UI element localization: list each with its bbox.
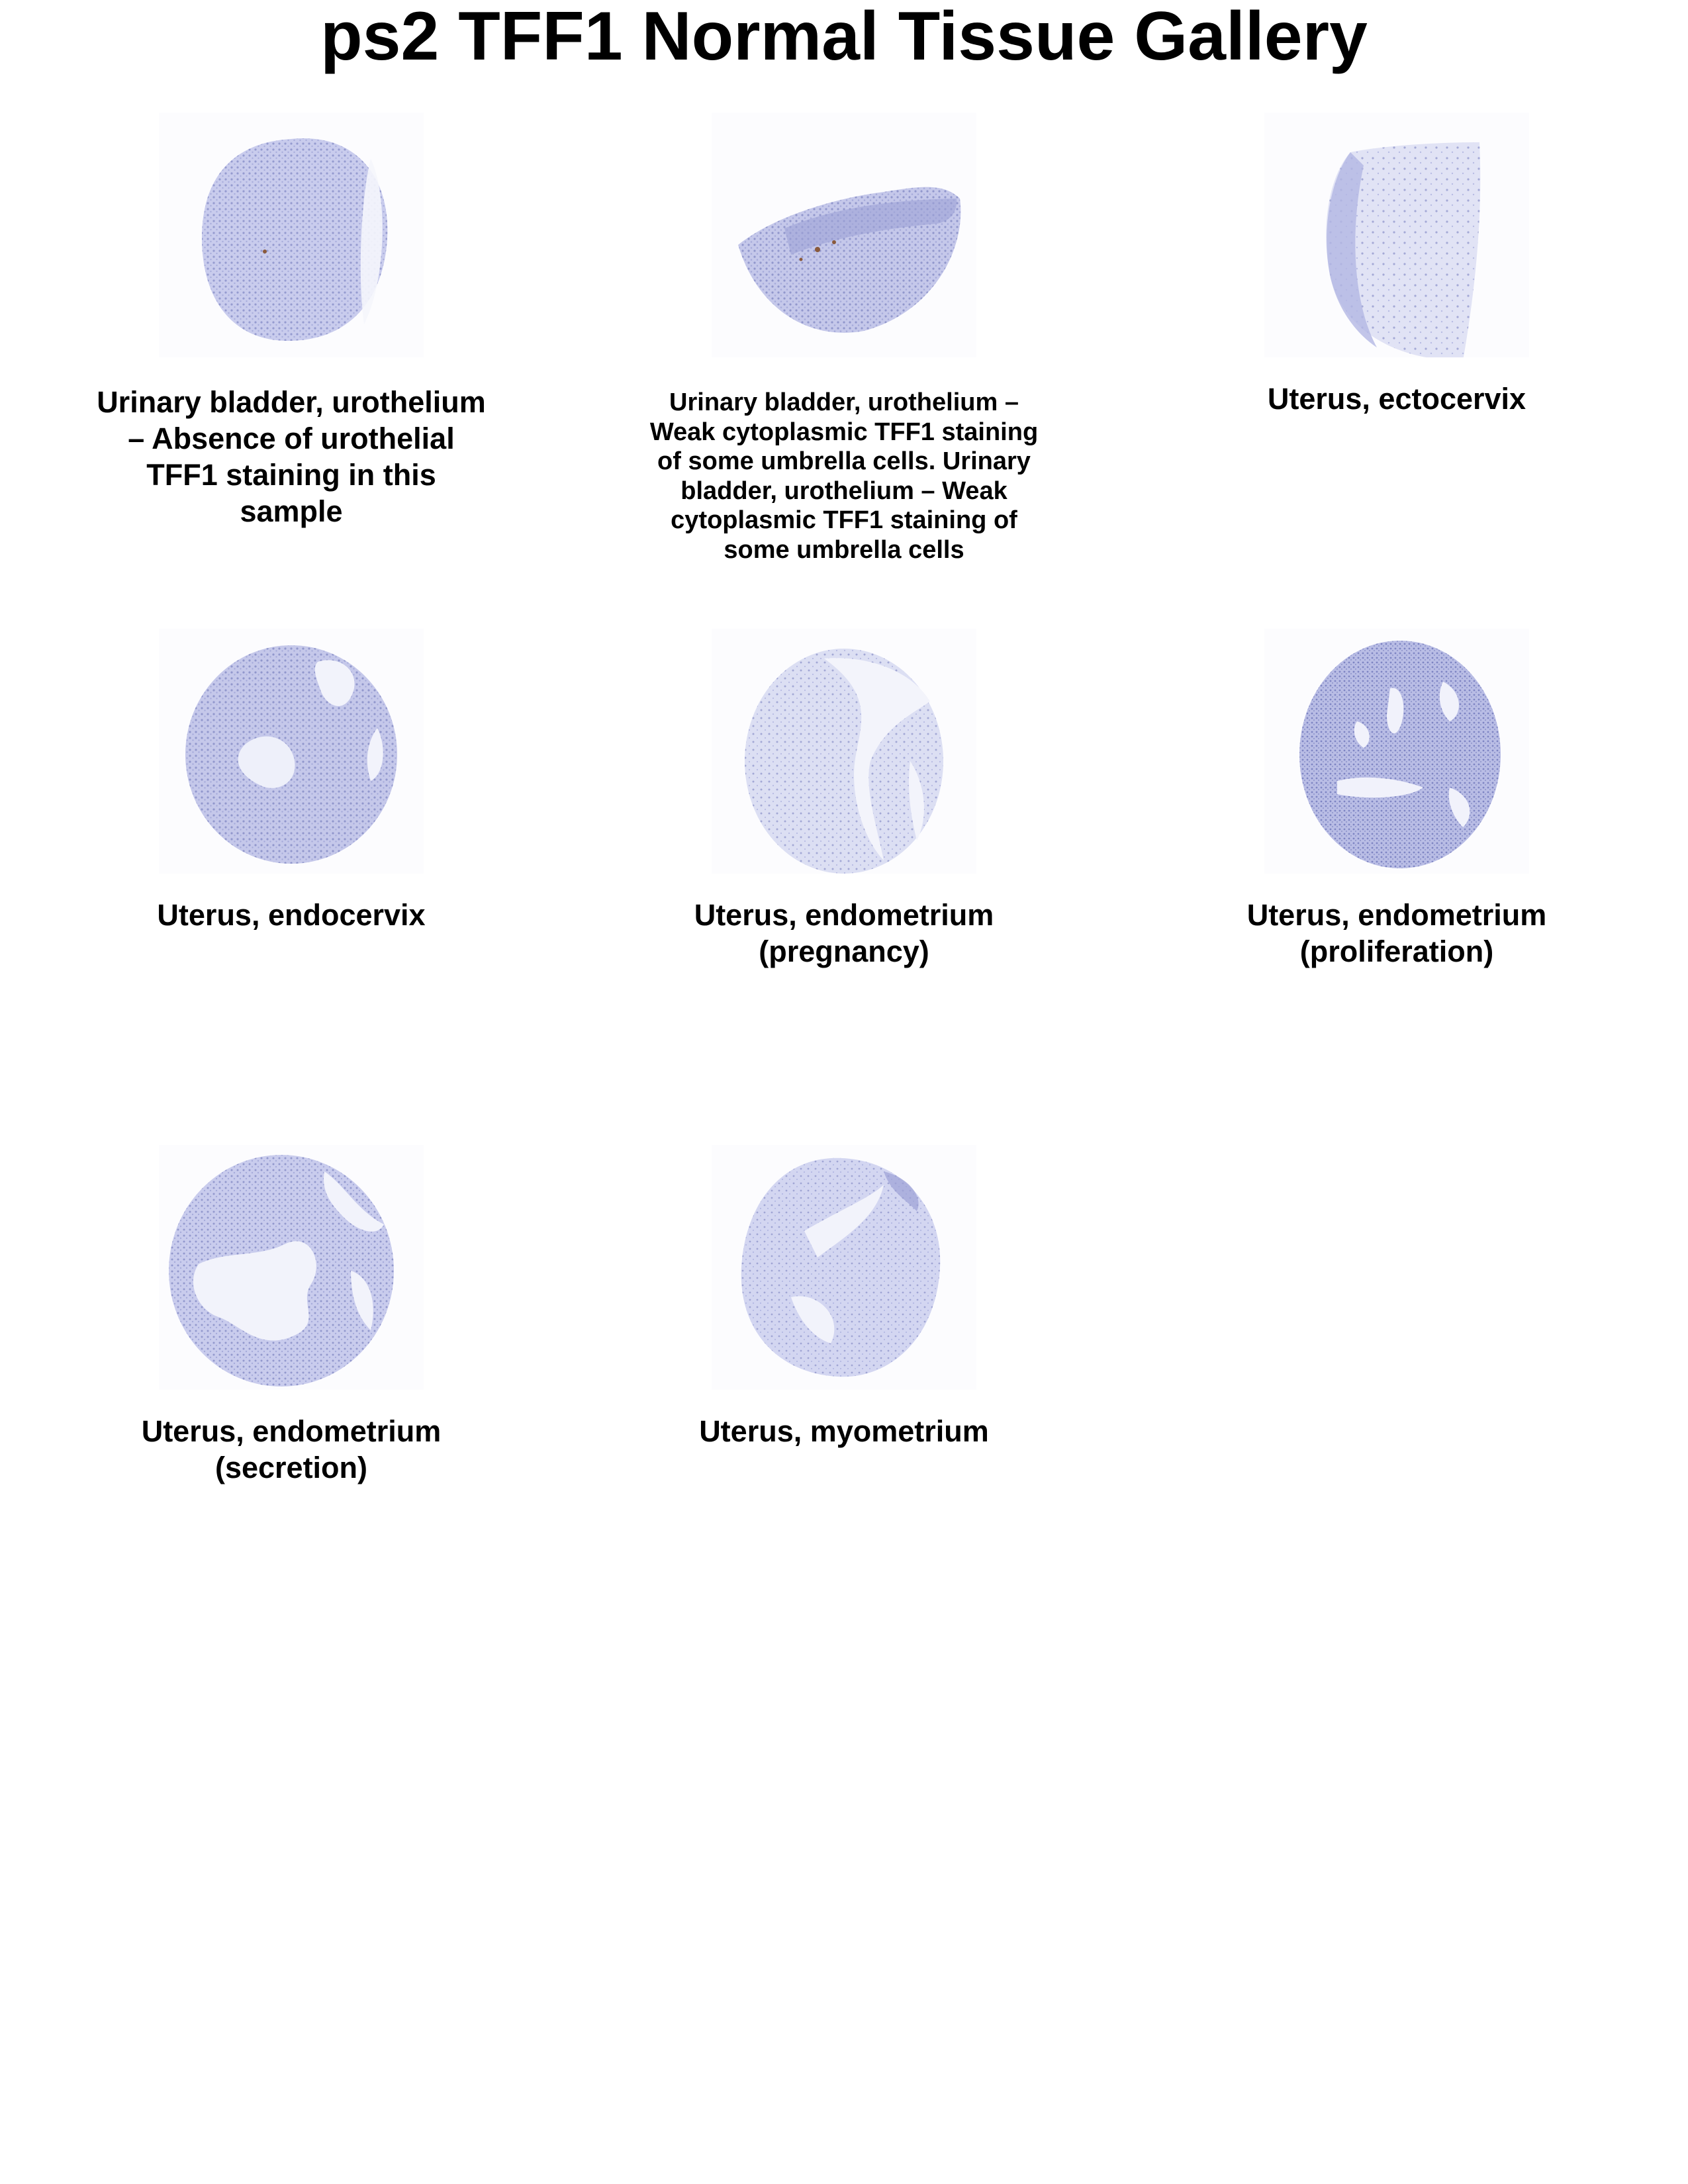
tissue-image[interactable] [1264,629,1529,874]
tissue-image[interactable] [1264,113,1529,357]
tissue-core-circle-icon [712,1145,976,1390]
tile-caption: Urinary bladder, urothelium – Weak cytoplasmic TFF1 staining of some umbrella cells. Urinary bladder, urothelium – Weak cytoplasmic TFF1 staining of some umbrella cells [649,388,1039,564]
tissue-image[interactable] [712,1145,976,1390]
tissue-core-circle-icon [159,629,424,874]
tissue-core-half-icon [1264,113,1529,357]
tissue-core-circle-icon [159,113,424,357]
tissue-core-circle-icon [1264,629,1529,874]
tile-caption: Urinary bladder, urothelium – Absence of urothelial TFF1 staining in this sample [97,385,486,528]
tile-caption: Uterus, myometrium [699,1414,989,1448]
tile-caption: Uterus, ectocervix [1267,382,1526,416]
tissue-image[interactable] [712,629,976,874]
tissue-core-circle-icon [159,1145,424,1390]
tile-caption: Uterus, endocervix [157,898,426,932]
tile-caption: Uterus, endometrium (secretion) [141,1414,442,1484]
page-title: ps2 TFF1 Normal Tissue Gallery [320,0,1368,75]
tissue-image[interactable] [159,113,424,357]
tile-caption: Uterus, endometrium (pregnancy) [694,898,994,968]
tissue-image[interactable] [159,1145,424,1390]
tissue-core-circle-icon [712,629,976,874]
tile-caption: Uterus, endometrium (proliferation) [1246,898,1547,968]
tissue-image[interactable] [712,113,976,357]
tissue-core-crescent-icon [712,113,976,357]
tissue-image[interactable] [159,629,424,874]
